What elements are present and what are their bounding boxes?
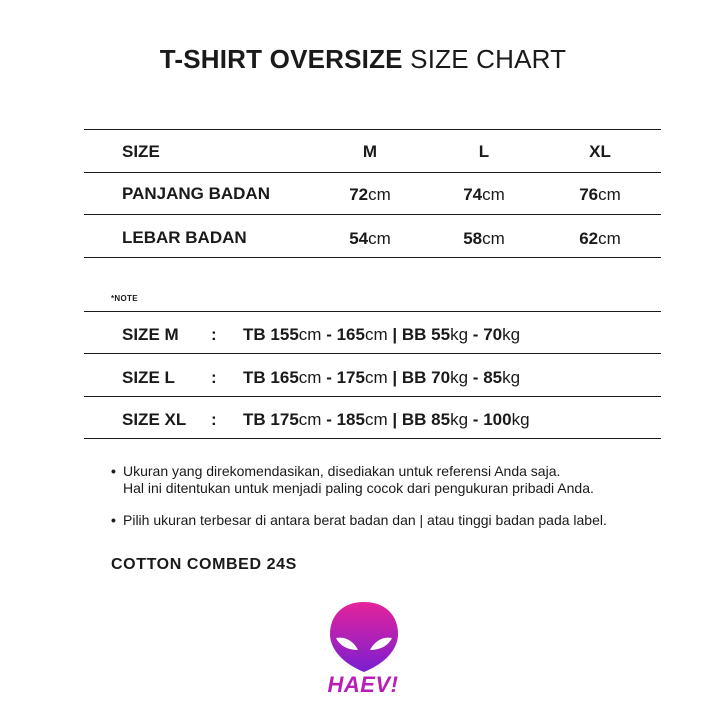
weight-unit: kg [450, 325, 469, 344]
lebar-l [434, 229, 534, 249]
page-title [0, 44, 726, 75]
panjang-l [434, 185, 534, 205]
note-range-l: TB 165cm - 175cm | BB 70kg - 85kg [243, 368, 521, 387]
weight-unit: kg [511, 410, 530, 429]
bb-label: BB [401, 368, 427, 387]
note-label: *NOTE [111, 294, 138, 303]
note-rule [84, 353, 661, 354]
material-label: COTTON COMBED 24S [111, 556, 297, 573]
note-size-xl: SIZE XL [122, 410, 187, 429]
row-label-panjang: PANJANG BADAN [122, 184, 270, 203]
note-range-xl: TB 175cm - 185cm | BB 85kg - 100kg [243, 410, 530, 429]
height-unit: cm [364, 325, 388, 344]
title-normal: SIZE CHART [410, 44, 567, 74]
bullet-note [111, 463, 594, 497]
table-rule [84, 172, 661, 173]
bb-max: 100 [483, 410, 512, 429]
value-unit: cm [598, 229, 621, 248]
height-unit: cm [364, 368, 388, 387]
value-number: 54 [349, 229, 369, 248]
bullet-marker: • [111, 512, 116, 528]
bullet-text: Ukuran yang direkomendasikan, disediakan untuk referensi Anda saja. [123, 463, 561, 479]
value-number: 58 [463, 229, 483, 248]
note-colon: : [211, 368, 217, 387]
tb-min: 155 [270, 325, 299, 344]
bullet-marker: • [111, 463, 116, 479]
tb-label: TB [243, 410, 266, 429]
brand-name: HAEV! [327, 672, 399, 697]
bullet-note [111, 512, 607, 529]
bullet-line [111, 463, 594, 480]
tb-max: 185 [336, 410, 365, 429]
note-rule [84, 311, 661, 312]
weight-unit: kg [502, 325, 521, 344]
height-unit: cm [364, 410, 388, 429]
value-number: 76 [579, 185, 599, 204]
height-unit: cm [298, 368, 322, 387]
header-size-xl: XL [589, 142, 611, 161]
tb-label: TB [243, 368, 266, 387]
value-number: 74 [463, 185, 483, 204]
bb-label: BB [401, 410, 427, 429]
bullet-line [111, 512, 607, 529]
tb-min: 175 [270, 410, 299, 429]
bb-label: BB [401, 325, 427, 344]
note-rule [84, 438, 661, 439]
panjang-xl [550, 185, 650, 205]
table-rule [84, 257, 661, 258]
note-colon: : [211, 325, 217, 344]
header-size-m: M [362, 142, 378, 161]
note-range-m: TB 155cm - 165cm | BB 55kg - 70kg [243, 325, 521, 344]
tb-max: 175 [336, 368, 365, 387]
separator: | [392, 325, 398, 344]
note-rule [84, 396, 661, 397]
bb-max: 70 [483, 325, 503, 344]
panjang-m [320, 185, 420, 205]
table-header-label: SIZE [122, 142, 160, 161]
bb-min: 55 [431, 325, 451, 344]
separator: | [392, 368, 398, 387]
title-bold: T-SHIRT OVERSIZE [159, 44, 403, 74]
row-label-lebar: LEBAR BADAN [122, 228, 247, 247]
value-unit: cm [482, 229, 505, 248]
alien-head-shape [330, 602, 398, 672]
note-colon: : [211, 410, 217, 429]
bb-max: 85 [483, 368, 503, 387]
value-unit: cm [368, 185, 391, 204]
bb-min: 85 [431, 410, 451, 429]
weight-unit: kg [450, 368, 469, 387]
lebar-m [320, 229, 420, 249]
value-unit: cm [598, 185, 621, 204]
weight-unit: kg [502, 368, 521, 387]
tb-max: 165 [336, 325, 365, 344]
tb-min: 165 [270, 368, 299, 387]
bullet-line: Hal ini ditentukan untuk menjadi paling cocok dari pengukuran pribadi Anda. [123, 480, 594, 496]
note-size-m: SIZE M [122, 325, 179, 344]
value-unit: cm [482, 185, 505, 204]
header-size-l: L [478, 142, 490, 161]
lebar-xl [550, 229, 650, 249]
weight-unit: kg [450, 410, 469, 429]
value-number: 72 [349, 185, 369, 204]
separator: | [392, 410, 398, 429]
table-rule [84, 214, 661, 215]
tb-label: TB [243, 325, 266, 344]
table-rule [84, 129, 661, 130]
note-size-l: SIZE L [122, 368, 175, 387]
bullet-text: Pilih ukuran terbesar di antara berat badan dan | atau tinggi badan pada label. [123, 512, 607, 528]
bb-min: 70 [431, 368, 451, 387]
height-unit: cm [298, 325, 322, 344]
height-unit: cm [298, 410, 322, 429]
value-number: 62 [579, 229, 599, 248]
value-unit: cm [368, 229, 391, 248]
